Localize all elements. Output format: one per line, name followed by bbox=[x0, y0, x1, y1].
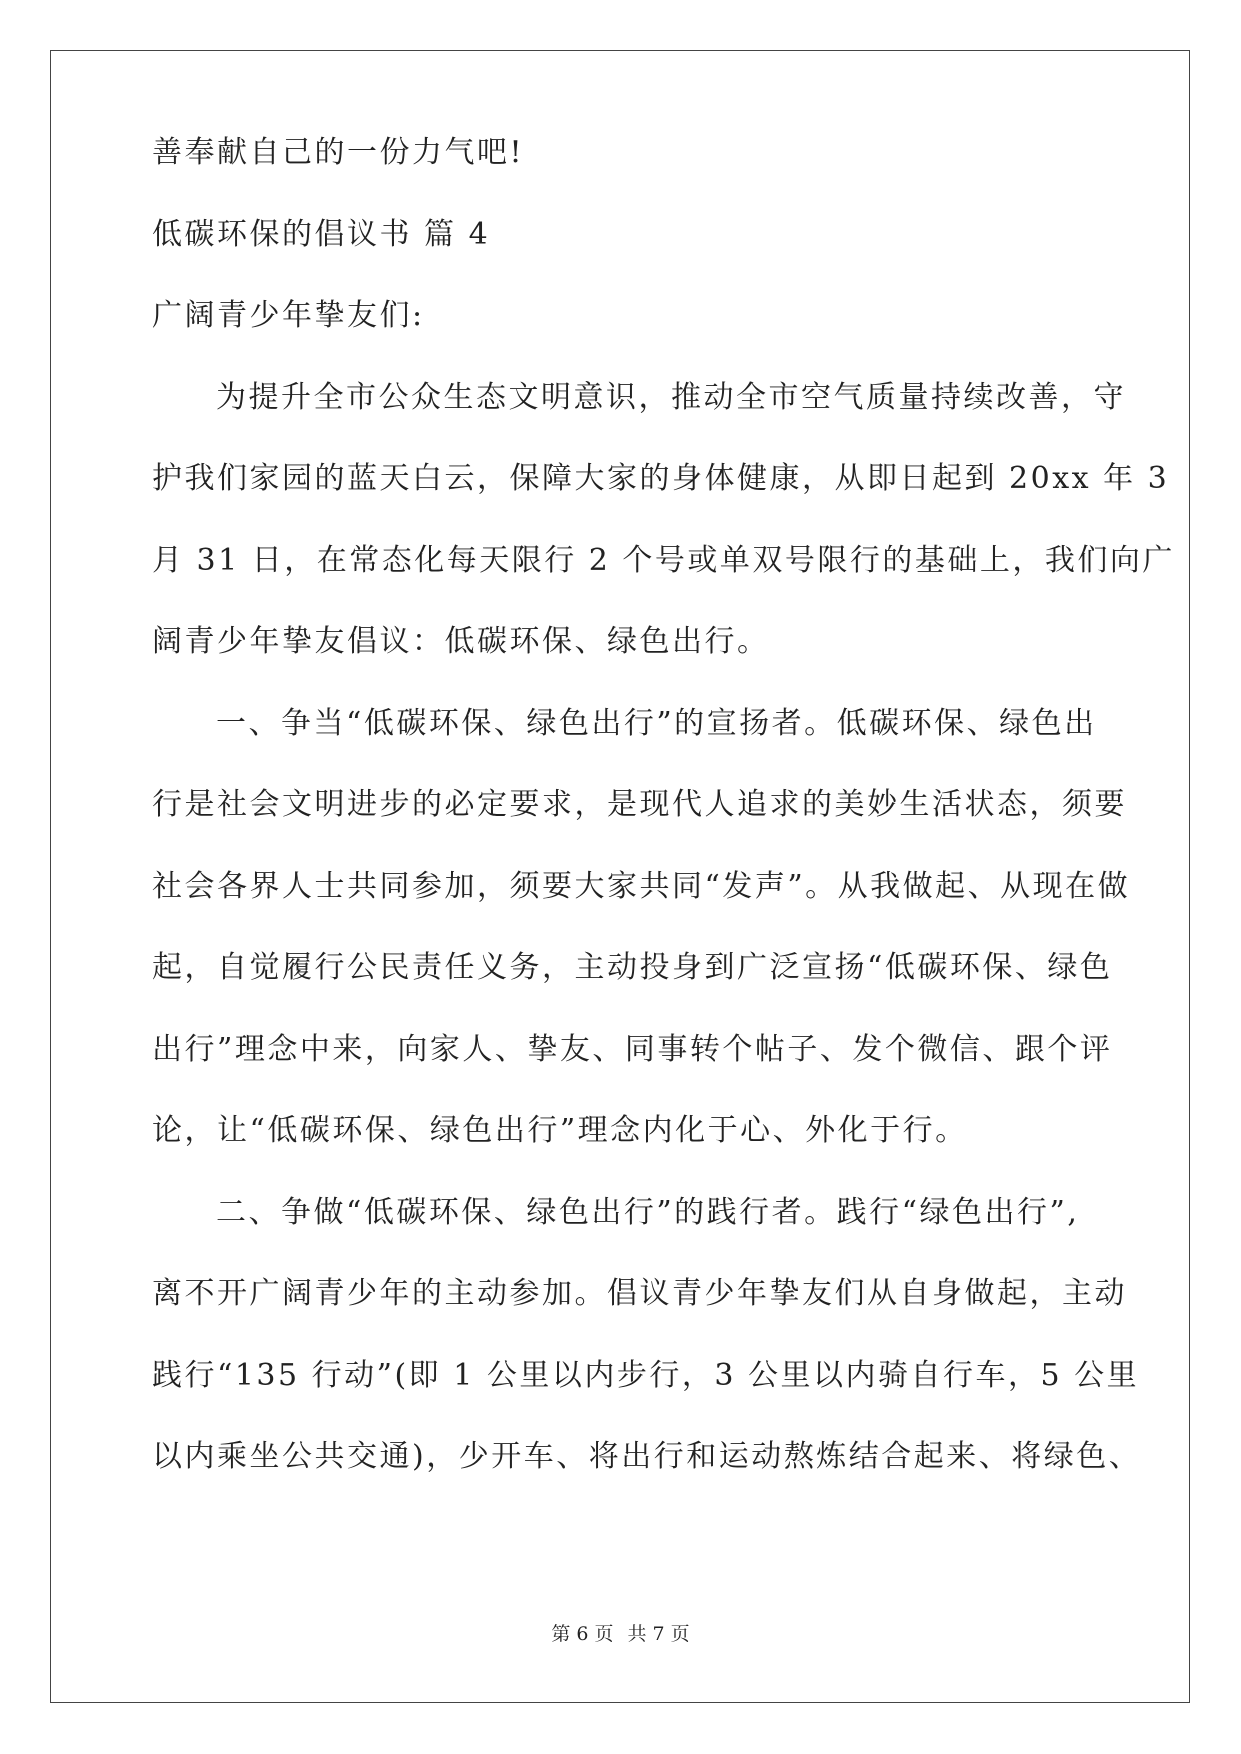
paragraph-line: 离不开广阔青少年的主动参加。倡议青少年挚友们从自身做起，主动 bbox=[152, 1276, 1127, 1311]
text-line: 善奉献自己的一份力气吧! bbox=[152, 135, 525, 170]
paragraph-line: 为提升全市公众生态文明意识，推动全市空气质量持续改善，守 bbox=[216, 379, 1126, 415]
paragraph-line: 一、争当“低碳环保、绿色出行”的宣扬者。低碳环保、绿色出 bbox=[216, 705, 1097, 741]
paragraph-line: 起，自觉履行公民责任义务，主动投身到广泛宣扬“低碳环保、绿色 bbox=[152, 950, 1113, 985]
paragraph-line: 社会各界人士共同参加，须要大家共同“发声”。从我做起、从现在做 bbox=[152, 868, 1131, 904]
page-footer bbox=[0, 1619, 1241, 1646]
document-body bbox=[152, 135, 1175, 1498]
paragraph-line: 阔青少年挚友倡议：低碳环保、绿色出行。 bbox=[152, 624, 770, 659]
paragraph-line: 践行“135 行动”(即 1 公里以内步行，3 公里以内骑自行车，5 公里 bbox=[152, 1357, 1140, 1393]
paragraph-line: 论，让“低碳环保、绿色出行”理念内化于心、外化于行。 bbox=[152, 1113, 968, 1148]
paragraph-line: 月 31 日，在常态化每天限行 2 个号或单双号限行的基础上，我们向广 bbox=[152, 542, 1175, 578]
paragraph-line: 二、争做“低碳环保、绿色出行”的践行者。践行“绿色出行”, bbox=[216, 1194, 1080, 1230]
salutation: 广阔青少年挚友们: bbox=[152, 298, 425, 333]
paragraph-line: 出行”理念中来，向家人、挚友、同事转个帖子、发个微信、跟个评 bbox=[152, 1031, 1113, 1067]
section-title: 低碳环保的倡议书 篇 4 bbox=[152, 216, 491, 252]
current-page-number: 第 6 页 bbox=[551, 1623, 614, 1645]
paragraph-line: 护我们家园的蓝天白云，保障大家的身体健康，从即日起到 20xx 年 3 bbox=[152, 461, 1170, 496]
paragraph-line: 行是社会文明进步的必定要求，是现代人追求的美妙生活状态，须要 bbox=[152, 787, 1127, 822]
paragraph-line: 以内乘坐公共交通)，少开车、将出行和运动熬炼结合起来、将绿色、 bbox=[152, 1439, 1142, 1474]
total-page-count: 共 7 页 bbox=[627, 1623, 690, 1645]
